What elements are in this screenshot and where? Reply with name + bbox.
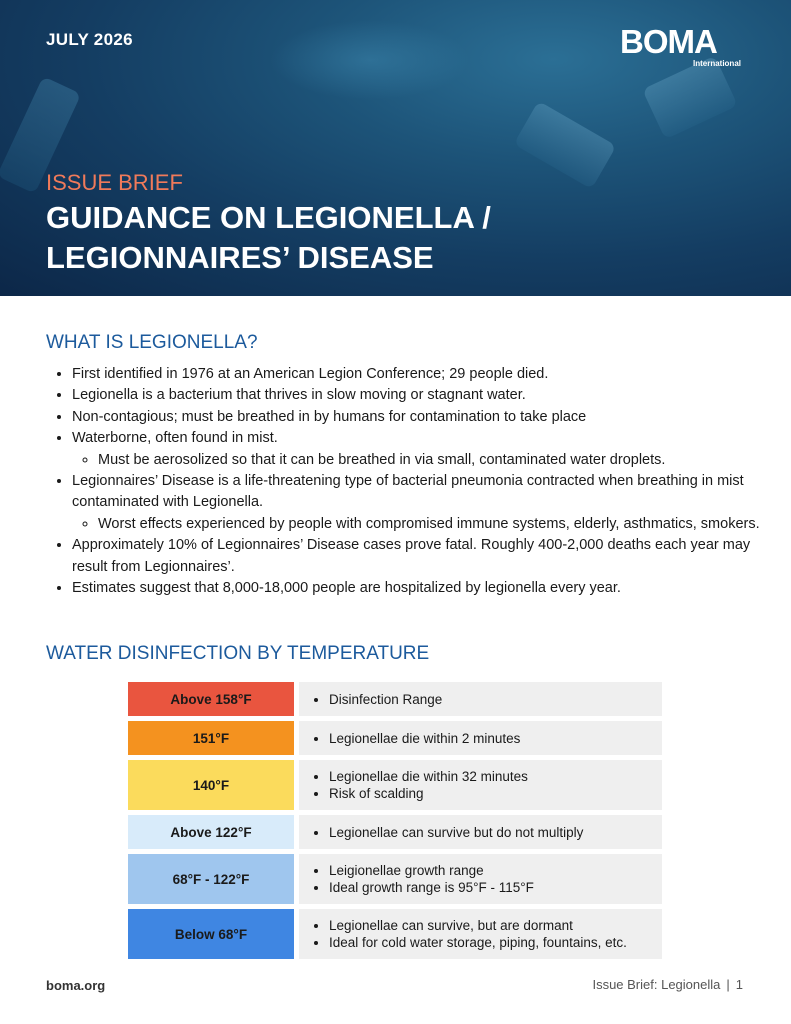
table-row (128, 909, 662, 959)
list-item-text: First identified in 1976 at an American Legion Conference; 29 people died. (72, 366, 549, 382)
legionella-facts-list (54, 364, 772, 599)
temperature-label: Above 122°F (128, 815, 294, 849)
footer-page-info (592, 977, 743, 992)
temperature-description (299, 815, 662, 849)
temperature-table (128, 682, 662, 964)
description-item: • Legionellae can survive but do not multiply (329, 824, 662, 841)
description-item: • Ideal for cold water storage, piping, fountains, etc. (329, 934, 662, 951)
temperature-label: 151°F (128, 721, 294, 755)
temperature-description (299, 682, 662, 716)
sub-list (72, 450, 772, 471)
background-water-glow (270, 20, 470, 100)
description-list (299, 730, 662, 747)
description-item: • Ideal growth range is 95°F - 115°F (329, 879, 662, 896)
description-item: • Legionellae die within 32 minutes (329, 768, 662, 785)
table-row (128, 721, 662, 755)
list-item-text: Legionella is a bacterium that thrives in slow moving or stagnant water. (72, 387, 526, 404)
table-row (128, 815, 662, 849)
temperature-description (299, 909, 662, 959)
description-list (299, 768, 662, 802)
issue-date: JULY 2026 (46, 30, 133, 49)
table-row (128, 760, 662, 810)
list-item-text: Non-contagious; must be breathed in by humans for contamination to take place (72, 408, 587, 425)
temperature-label: Above 158°F (128, 682, 294, 716)
list-item (72, 428, 772, 471)
footer-site: boma.org (46, 978, 106, 993)
temperature-label: 140°F (128, 760, 294, 810)
temperature-description (299, 760, 662, 810)
temperature-description (299, 854, 662, 904)
list-item (72, 364, 772, 385)
description-item: • Leigionellae growth range (329, 862, 662, 879)
footer-separator: | (726, 977, 730, 992)
list-item-text: Estimates suggest that 8,000-18,000 people are hospitalized by legionella every year. (72, 580, 621, 597)
list-item (72, 535, 772, 578)
footer-doc-label: Issue Brief: Legionella (592, 977, 721, 992)
page-number: 1 (735, 977, 743, 992)
section-heading-what-is-legionella: WHAT IS LEGIONELLA? (46, 332, 258, 353)
logo-wordmark: BOMA (620, 23, 717, 60)
logo-subtitle: International (692, 59, 741, 68)
description-item: • Disinfection Range (329, 691, 662, 708)
section-heading-water-disinfection: WATER DISINFECTION BY TEMPERATURE (46, 643, 430, 664)
list-item-text: Approximately 10% of Legionnaires’ Disease cases prove fatal. Roughly 400-2,000 deaths each year may result from Legionnaires’. (72, 537, 751, 575)
list-item (72, 578, 772, 599)
list-item (72, 407, 772, 428)
document-kicker: ISSUE BRIEF (46, 170, 183, 195)
table-row (128, 854, 662, 904)
description-item: • Risk of scalding (329, 785, 662, 802)
temperature-label: Below 68°F (128, 909, 294, 959)
table-row (128, 682, 662, 716)
list-item (72, 471, 772, 535)
description-list (299, 862, 662, 896)
hero-banner (0, 0, 791, 296)
description-item: • Legionellae can survive, but are dormant (329, 917, 662, 934)
sub-list-item: ◦ Must be aerosolized so that it can be breathed in via small, contaminated water droplets. (98, 450, 772, 471)
background-bottle-shape (514, 101, 617, 189)
boma-logo (620, 25, 745, 68)
temperature-label: 68°F - 122°F (128, 854, 294, 904)
list-item-text: Waterborne, often found in mist. (72, 430, 278, 447)
description-list (299, 824, 662, 841)
sub-list-item: ◦ Worst effects experienced by people with compromised immune systems, elderly, asthmatics, smokers. (98, 514, 772, 535)
sub-list (72, 514, 772, 535)
list-item (72, 385, 772, 406)
description-item: • Legionellae die within 2 minutes (329, 730, 662, 747)
temperature-description (299, 721, 662, 755)
description-list (299, 691, 662, 708)
page-title (46, 198, 491, 278)
description-list (299, 917, 662, 951)
title-line: GUIDANCE ON LEGIONELLA / (46, 200, 491, 235)
list-item-text: Legionnaires’ Disease is a life-threatening type of bacterial pneumonia contracted when breathing in mist contaminated with Legionella. (72, 473, 744, 511)
title-line: LEGIONNAIRES’ DISEASE (46, 240, 434, 275)
background-bottle-shape (642, 56, 738, 140)
